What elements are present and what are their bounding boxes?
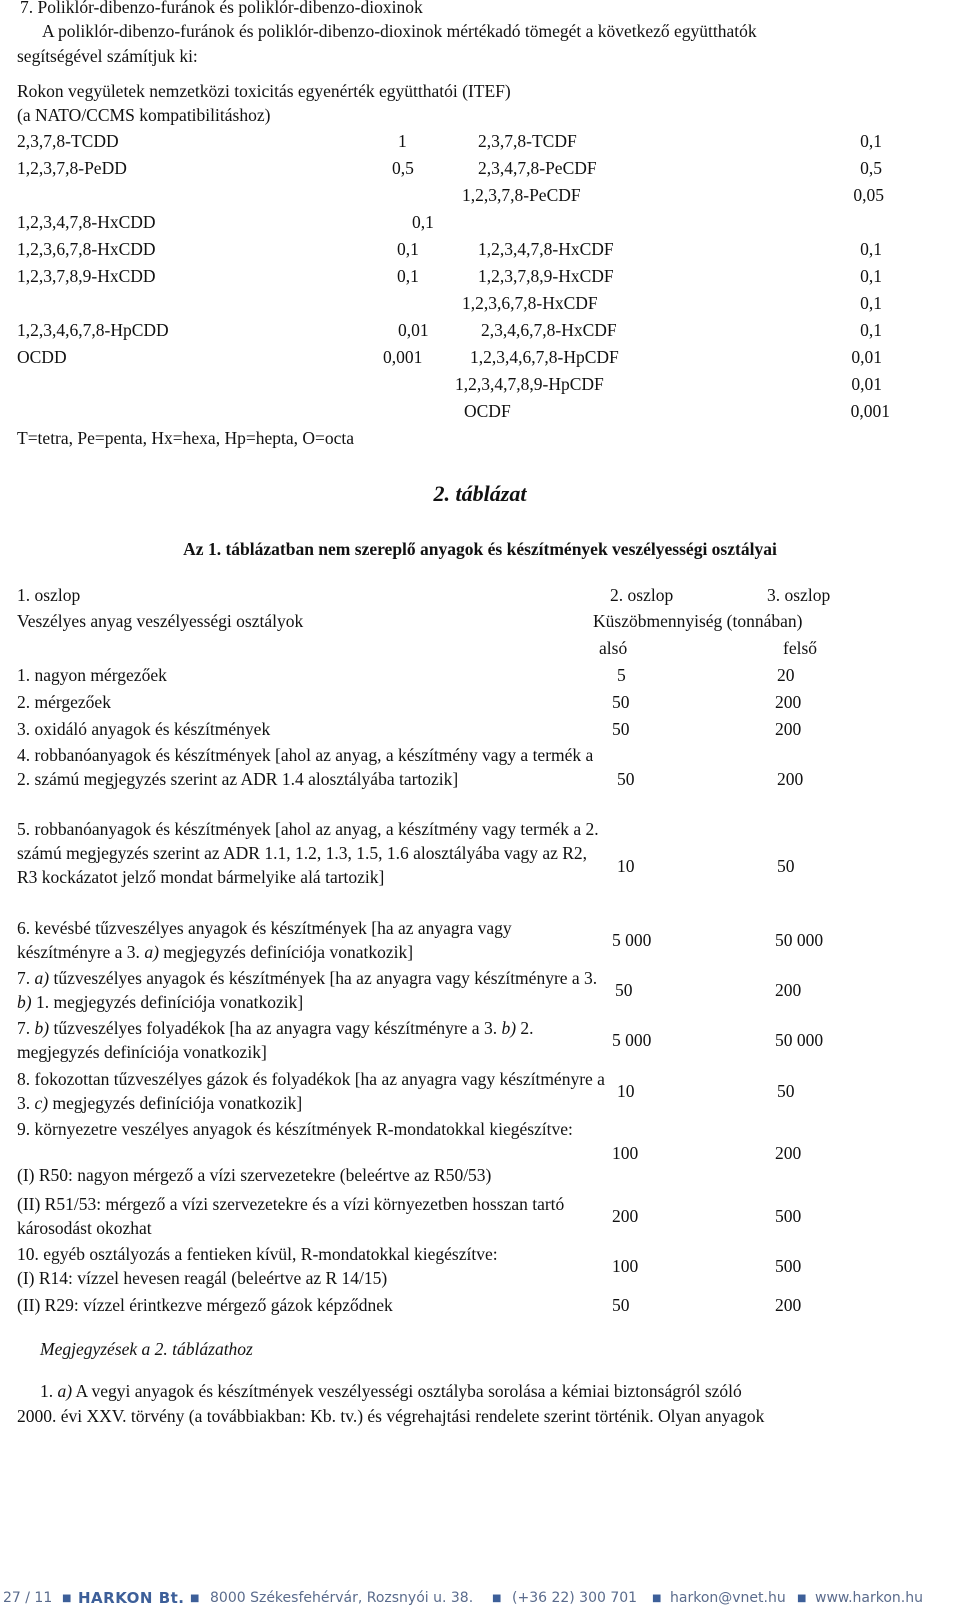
table-row-label: 4. robbanóanyagok és készítmények [ahol az anyag, a készítmény vagy a termék a 2. számú megjegyzés szerint az ADR 1.4 alosztályába tartozik] [17, 745, 594, 789]
abbreviation-legend: T=tetra, Pe=penta, Hx=hexa, Hp=hepta, O=octa [17, 428, 355, 448]
itef-left-name: 2,3,7,8-TCDD [17, 131, 119, 151]
table-row-label: 2. mérgezőek [17, 692, 111, 712]
table-row-lower: 50 [612, 692, 630, 712]
table-row-upper: 500 [775, 1206, 802, 1226]
table-row-label: 7. b) tűzveszélyes folyadékok [ha az anyagra vagy készítményre a 3. b) 2. megjegyzés definíciója vonatkozik] [17, 1018, 534, 1062]
table-row-lower: 10 [617, 1081, 635, 1101]
column-2-header: 2. oszlop [610, 585, 674, 605]
column-1-description: Veszélyes anyag veszélyességi osztályok [17, 611, 304, 631]
itef-left-value: 0,1 [412, 212, 434, 232]
table-row-label: 5. robbanóanyagok és készítmények [ahol az anyag, a készítmény vagy termék a 2. számú megjegyzés szerint az ADR 1.1, 1.2, 1.3, 1.5, 1.6 alosztályába vagy az R2, R3 kockázatot jelző mondat bármelyike alá tartozik] [17, 819, 599, 887]
table-row-lower: 5 000 [612, 930, 652, 950]
table-row-lower: 5 [617, 665, 626, 685]
itef-right-value: 0,1 [860, 239, 882, 259]
table-row-lower: 200 [612, 1206, 639, 1226]
table-caption: 2. táblázat [433, 481, 527, 506]
itef-left-name: 1,2,3,7,8,9-HxCDD [17, 266, 156, 286]
itef-right-name: 1,2,3,7,8,9-HxCDF [478, 266, 614, 286]
table-row-lower: 50 [612, 1295, 630, 1315]
table-row-upper: 200 [775, 719, 802, 739]
itef-right-value: 0,05 [853, 185, 884, 205]
table-row-upper: 50 000 [775, 1030, 824, 1050]
upper-header: felső [783, 638, 818, 658]
table-row-label: 8. fokozottan tűzveszélyes gázok és folyadékok [ha az anyagra vagy készítményre a 3. c) megjegyzés definíciója vonatkozik] [17, 1069, 605, 1113]
page-number: 27 / 11 [3, 1590, 53, 1606]
separator-icon: ■ [652, 1593, 662, 1604]
table-row-upper: 50 [777, 856, 795, 876]
itef-right-value: 0,001 [850, 401, 890, 421]
table-row-upper: 200 [775, 1143, 802, 1163]
itef-right-value: 0,1 [860, 266, 882, 286]
table-row-sublabel: (I) R14: vízzel hevesen reagál (beleértve az R 14/15) [17, 1268, 388, 1288]
itef-left-name: 1,2,3,7,8-PeDD [17, 158, 127, 178]
column-1-header: 1. oszlop [17, 585, 81, 605]
column-3-header: 3. oszlop [767, 585, 831, 605]
separator-icon: ■ [62, 1593, 72, 1604]
itef-right-value: 0,1 [860, 320, 882, 340]
itef-right-name: 1,2,3,4,7,8-HxCDF [478, 239, 614, 259]
table-row-upper: 200 [777, 769, 804, 789]
table-row-lower: 50 [615, 980, 633, 1000]
table-row-lower: 100 [612, 1143, 639, 1163]
itef-left-name: 1,2,3,4,6,7,8-HpCDD [17, 320, 169, 340]
itef-right-name: 2,3,7,8-TCDF [478, 131, 577, 151]
table-row-lower: 100 [612, 1256, 639, 1276]
itef-left-value: 0,001 [383, 347, 423, 367]
table-row-label: (II) R51/53: mérgező a vízi szervezetekre és a vízi környezetben hosszan tartó károsodást okozhat [17, 1194, 565, 1238]
table-row-upper: 50 000 [775, 930, 824, 950]
footer-website[interactable]: www.harkon.hu [815, 1590, 923, 1606]
table-row-upper: 20 [777, 665, 795, 685]
brand-logo: HARKON Bt. [78, 1589, 185, 1607]
itef-right-value: 0,01 [851, 347, 882, 367]
footer-email[interactable]: harkon@vnet.hu [670, 1590, 786, 1606]
section-heading: 7. Poliklór-dibenzo-furánok és poliklór-dibenzo-dioxinok [20, 0, 423, 17]
separator-icon: ■ [492, 1593, 502, 1604]
table-row-upper: 50 [777, 1081, 795, 1101]
table-row-label: 1. nagyon mérgezőek [17, 665, 167, 685]
intro-line-2: segítségével számítjuk ki: [17, 46, 198, 66]
table-row-lower: 5 000 [612, 1030, 652, 1050]
itef-title: Rokon vegyületek nemzetközi toxicitás egyenérték együtthatói (ITEF) [17, 81, 511, 101]
table-row-sublabel: (I) R50: nagyon mérgező a vízi szervezetekre (beleértve az R50/53) [17, 1165, 492, 1185]
separator-icon: ■ [797, 1593, 807, 1604]
table-row-label: 7. a) tűzveszélyes anyagok és készítmények [ha az anyagra vagy készítményre a 3. b) 1. megjegyzés definíciója vonatkozik] [17, 968, 598, 1012]
table-row-label: 10. egyéb osztályozás a fentieken kívül, R-mondatokkal kiegészítve: [17, 1244, 498, 1264]
table-row-label: 9. környezetre veszélyes anyagok és készítmények R-mondatokkal kiegészítve: [17, 1119, 573, 1139]
itef-right-name: OCDF [464, 401, 511, 421]
itef-left-name: 1,2,3,6,7,8-HxCDD [17, 239, 156, 259]
itef-right-name: 1,2,3,6,7,8-HxCDF [462, 293, 598, 313]
footer-address: 8000 Székesfehérvár, Rozsnyói u. 38. [210, 1590, 474, 1606]
notes-paragraph-1: 1. a) A vegyi anyagok és készítmények veszélyességi osztályba sorolása a kémiai biztonságról szóló [40, 1381, 742, 1401]
table-row-lower: 50 [617, 769, 635, 789]
lower-header: alsó [599, 638, 628, 658]
itef-left-value: 1 [398, 131, 407, 151]
itef-right-name: 2,3,4,6,7,8-HxCDF [481, 320, 617, 340]
table-row-lower: 10 [617, 856, 635, 876]
table-row-upper: 200 [775, 692, 802, 712]
table-row-upper: 200 [775, 1295, 802, 1315]
intro-line-1: A poliklór-dibenzo-furánok és poliklór-dibenzo-dioxinok mértékadó tömegét a következő együtthatók [42, 21, 757, 41]
threshold-header: Küszöbmennyiség (tonnában) [593, 611, 803, 631]
itef-left-name: OCDD [17, 347, 67, 367]
table-row-lower: 50 [612, 719, 630, 739]
notes-title: Megjegyzések a 2. táblázathoz [40, 1339, 253, 1359]
itef-left-name: 1,2,3,4,7,8-HxCDD [17, 212, 156, 232]
itef-left-value: 0,01 [398, 320, 429, 340]
notes-paragraph-2: 2000. évi XXV. törvény (a továbbiakban: Kb. tv.) és végrehajtási rendelete szerint történik. Olyan anyagok [17, 1406, 765, 1426]
table-row-upper: 200 [775, 980, 802, 1000]
itef-right-value: 0,01 [851, 374, 882, 394]
itef-left-value: 0,5 [392, 158, 414, 178]
itef-subtitle: (a NATO/CCMS kompatibilitáshoz) [17, 105, 271, 125]
separator-icon: ■ [190, 1593, 200, 1604]
itef-right-name: 1,2,3,7,8-PeCDF [462, 185, 581, 205]
itef-right-name: 2,3,4,7,8-PeCDF [478, 158, 597, 178]
table-row-label: 3. oxidáló anyagok és készítmények [17, 719, 271, 739]
itef-right-value: 0,5 [860, 158, 882, 178]
itef-left-value: 0,1 [397, 239, 419, 259]
page-footer [0, 1588, 960, 1611]
table-subtitle: Az 1. táblázatban nem szereplő anyagok és készítmények veszélyességi osztályai [183, 539, 777, 559]
itef-right-value: 0,1 [860, 131, 882, 151]
table-row-label: 6. kevésbé tűzveszélyes anyagok és készítmények [ha az anyagra vagy készítményre a 3. a) megjegyzés definíciója vonatkozik] [17, 918, 512, 962]
footer-phone: (+36 22) 300 701 [512, 1590, 638, 1606]
table-row-upper: 500 [775, 1256, 802, 1276]
itef-left-value: 0,1 [397, 266, 419, 286]
itef-right-name: 1,2,3,4,6,7,8-HpCDF [470, 347, 619, 367]
itef-right-value: 0,1 [860, 293, 882, 313]
table-row-label: (II) R29: vízzel érintkezve mérgező gázok képződnek [17, 1295, 393, 1315]
itef-right-name: 1,2,3,4,7,8,9-HpCDF [455, 374, 604, 394]
